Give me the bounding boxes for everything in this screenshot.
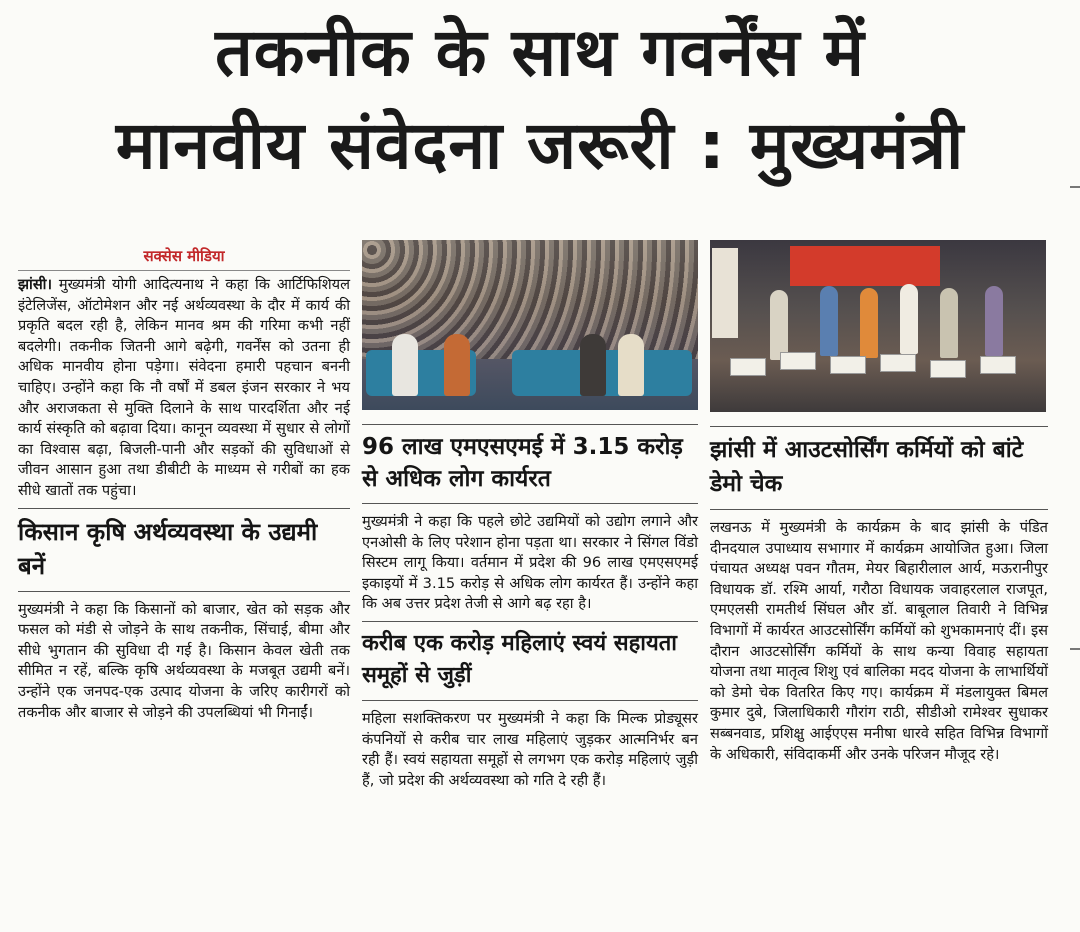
column-2 [362,240,698,791]
paragraph-text: मुख्यमंत्री योगी आदित्यनाथ ने कहा कि आर्टिफिशियल इंटेलिजेंस, ऑटोमेशन और नई अर्थव्यवस्था के दौर में कार्य की प्रकृति बदल रही है, लेकिन मानव श्रम की गरिमा कभी नहीं बदलेगी। तकनीक जितनी आगे बढ़ेगी, गवर्नेंस को उतना ही अधिक मानवीय होना पड़ेगा। संवेदना हमारी पहचान बननी चाहिए। उन्होंने कहा कि नौ वर्षों में डबल इंजन सरकार ने भय और अराजकता से मुक्ति दिलाने के साथ पारदर्शिता और नई कार्य संस्कृति को बढ़ावा दिया। कानून व्यवस्था में सुधार से लोगों का विश्वास बढ़ा, बिजली-पानी और सड़कों की सुविधाओं से जीवन आसान हुआ तथा डीबीटी के माध्यम से गरीबों का हक सीधे खातों तक पहुंचा। [18,276,350,499]
byline: सक्सेस मीडिया [18,240,350,271]
subheading: किसान कृषि अर्थव्यवस्था के उद्यमी बनें [18,508,350,592]
headline-line-1: तकनीक के साथ गवर्नेंस में [215,14,865,91]
guest [860,288,878,358]
article-paragraph: मुख्यमंत्री ने कहा कि पहले छोटे उद्यमियों को उद्योग लगाने और एनओसी के लिए परेशान होना पड़ता था। सरकार ने सिंगल विंडो सिस्टम लागू किया। वर्तमान में प्रदेश की 96 लाख एमएसएमई इकाइयों में 3.15 करोड़ से अधिक लोग कार्यरत हैं। उन्होंने कहा कि अब उत्तर प्रदेश तेजी से आगे बढ़ रहा है। [362,513,698,613]
seated-guest [580,334,606,396]
standee [712,248,738,338]
guest [985,286,1003,356]
headline [0,14,1080,185]
subheading: 96 लाख एमएसएमई में 3.15 करोड़ से अधिक लोग कार्यरत [362,424,698,504]
seated-guest [618,334,644,396]
stage-screen [790,246,940,286]
demo-cheque [780,352,816,370]
article-paragraph [18,275,350,502]
margin-tick [1070,648,1080,650]
demo-cheque [980,356,1016,374]
subheading: करीब एक करोड़ महिलाएं स्वयं सहायता समूहों से जुड़ीं [362,621,698,701]
guest [770,290,788,360]
column-1 [18,240,350,723]
article-paragraph: लखनऊ में मुख्यमंत्री के कार्यक्रम के बाद झांसी के पंडित दीनदयाल उपाध्याय सभागार में कार्यक्रम आयोजित हुआ। जिला पंचायत अध्यक्ष पवन गौतम, मेयर बिहारीलाल आर्य, मऊरानीपुर विधायक डॉ. रश्मि आर्या, गरौठा विधायक जवाहरलाल राजपूत, एमएलसी रामतीर्थ सिंघल और डॉ. बाबूलाल तिवारी ने विभिन्न विभागों में कार्यरत आउटसोर्सिंग कर्मियों को शुभकामनाएं दीं। इस दौरान आउटसोर्सिंग कर्मियों के साथ कन्या विवाह सहायता योजना तथा मातृत्व शिशु एवं बालिका मदद योजना के लाभार्थियों को डेमो चेक वितरित किए गए। कार्यक्रम में मंडलायुक्त बिमल कुमार दुबे, जिलाधिकारी गौरांग राठी, सीडीओ रामेश्वर सुधाकर सब्बनवाड, प्रशिक्षु आईएएस मनीषा धारवे सहित विभिन्न विभागों के अधिकारी, संविदाकर्मी और उनके परिजन मौजूद रहे। [710,519,1048,763]
dateline: झांसी। [18,276,52,293]
demo-cheque [730,358,766,376]
guest [820,286,838,356]
column-3 [710,240,1048,765]
article-paragraph: महिला सशक्तिकरण पर मुख्यमंत्री ने कहा कि मिल्क प्रोड्यूसर कंपनियों से करीब चार लाख महिलाएं जुड़कर आत्मनिर्भर बन रही हैं। स्वयं सहायता समूहों से लगभग एक करोड़ महिलाएं जुड़ी हैं, जो प्रदेश की अर्थव्यवस्था को गति दे रही हैं। [362,709,698,789]
margin-tick [1070,186,1080,188]
guest [900,284,918,354]
demo-cheque [930,360,966,378]
subheading: झांसी में आउटसोर्सिंग कर्मियों को बांटे डेमो चेक [710,426,1048,510]
headline-line-2: मानवीय संवेदना जरूरी : मुख्यमंत्री [115,107,965,185]
seated-guest [444,334,470,396]
event-photo-cheque-distribution [710,240,1046,412]
event-photo-audience [362,240,698,410]
demo-cheque [880,354,916,372]
seated-guest [392,334,418,396]
guest [940,288,958,358]
demo-cheque [830,356,866,374]
article-paragraph: मुख्यमंत्री ने कहा कि किसानों को बाजार, खेत को सड़क और फसल को मंडी से जोड़ने के साथ तकनीक, सिंचाई, बीमा और सीधे भुगतान की सुविधा दी गई है। किसान केवल खेती तक सीमित न रहें, बल्कि कृषि अर्थव्यवस्था के मजबूत उद्यमी बनें। उन्होंने एक जनपद-एक उत्पाद योजना के जरिए कारीगरों को तकनीक और बाजार से जोड़ने की उपलब्धियां भी गिनाईं। [18,600,350,721]
